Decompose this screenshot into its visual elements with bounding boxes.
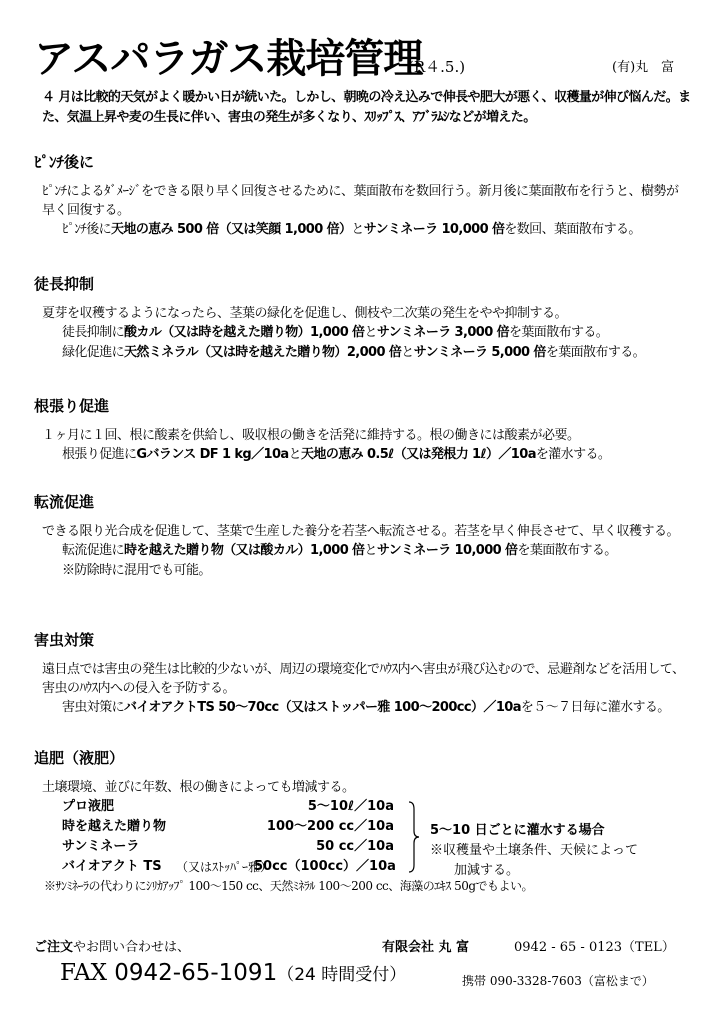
line-connector: と [401, 345, 414, 360]
section-note: ※防除時に混用でも可能。 [62, 563, 211, 578]
line-suffix: を灌水する。 [535, 447, 611, 462]
instruction-line [34, 323, 694, 343]
fertilizer-name: サンミネーラ [62, 839, 140, 854]
section-paragraph: 遠日点では害虫の発生は比較的少ないが、周辺の環境変化でﾊｳｽ内へ害虫が飛び込むので、忌避剤などを活用して、害虫のﾊｳｽ内への侵入を予防する。 [42, 662, 685, 696]
section-elongation [34, 272, 694, 363]
fertilizer-rate: 50 cc／10a [316, 839, 394, 854]
inquiry-rest: やお問い合わせは、 [73, 940, 191, 955]
product-bold: サンミネーラ 10,000 倍 [376, 543, 518, 558]
fertilizer-side-note: ※収穫量や土壌条件、天候によって [430, 843, 639, 858]
title-row [34, 34, 694, 84]
fertilizer-schedule: 5～10 日ごとに灌水する場合 [430, 823, 605, 838]
line-suffix: を５～７日毎に灌水する。 [520, 700, 670, 715]
section-pest [34, 628, 694, 718]
instruction-line [34, 698, 694, 718]
line-connector: と [288, 447, 302, 462]
line-connector: と [364, 325, 377, 340]
fertilizer-side-note-cont: 加減する。 [454, 863, 520, 878]
fertilizer-rate: 5～10ℓ／10a [307, 799, 394, 814]
section-paragraph: 夏芽を収穫するようになったら、茎葉の緑化を促進し、側枝や二次葉の発生をやや抑制する。 [42, 306, 568, 321]
fertilizer-name: プロ液肥 [62, 799, 115, 814]
instruction-line [34, 445, 694, 465]
section-paragraph: できる限り光合成を促進して、茎葉で生産した養分を若茎へ転流させる。若茎を早く伸長させて、早く収穫する。 [42, 524, 679, 539]
fertilizer-name: 時を越えた贈り物 [62, 819, 167, 834]
line-prefix: ﾋﾟﾝﾁ後に [62, 222, 112, 237]
line-suffix: を葉面散布する。 [509, 325, 609, 340]
line-suffix: を葉面散布する。 [545, 345, 646, 360]
inquiry-text [34, 936, 190, 955]
mobile-number: 携帯 090-3328-7603（富松まで） [462, 974, 654, 988]
instruction-line [34, 220, 694, 240]
right-brace-icon [408, 801, 420, 873]
product-bold: 時を越えた贈り物（又は酸カル）1,000 倍 [124, 543, 365, 558]
product-bold: サンミネーラ 5,000 倍 [413, 345, 546, 360]
product-bold: Gバランス DF 1 kg／10a [136, 447, 289, 462]
line-connector: と [364, 543, 377, 558]
line-prefix: 緑化促進に [62, 345, 125, 360]
section-heading: 根張り促進 [34, 397, 110, 415]
footer-company: 有限会社 丸 富 [382, 940, 470, 955]
fertilizer-rate: 50cc（100cc）／10a [254, 859, 396, 874]
product-bold: サンミネーラ 10,000 倍 [363, 222, 505, 237]
fax-line [60, 960, 700, 996]
section-heading: 転流促進 [34, 493, 95, 511]
section-pinch [34, 150, 694, 240]
line-prefix: 害虫対策に [62, 700, 125, 715]
product-bold: バイオアクトTS 50～70cc（又はストッパー雅 100～200cc）／10a [124, 700, 521, 715]
intro-text: ４ 月は比較的天気がよく暖かい日が続いた。しかし、朝晩の冷え込みで伸長や肥大が悪く、収穫量が伸び悩んだ。また、気温上昇や麦の生長に伴い、害虫の発生が多くなり、ｽﾘｯﾌﾟｽ、ｱﾌﾞﾗﾑｼなどが増えた。 [42, 90, 691, 125]
line-prefix: 徒長抑制に [62, 325, 125, 340]
page-title: アスパラガス栽培管理 [34, 36, 423, 82]
fertilizer-footnote: ※ｻﾝﾐﾈｰﾗの代わりにｼﾘｶｱｯﾌﾟ 100～150 cc、天然ﾐﾈﾗﾙ 100～200 cc、海藻のｴｷｽ 50gでもよい。 [44, 879, 534, 893]
fertilizer-table [34, 797, 694, 877]
section-translocation [34, 490, 694, 581]
section-heading: 追肥（液肥） [34, 749, 125, 767]
contact-line [34, 936, 694, 958]
section-fertilizer [34, 746, 694, 896]
section-paragraph: ﾋﾟﾝﾁによるﾀﾞﾒｰｼﾞをできる限り早く回復させるために、葉面散布を数回行う。新月後に葉面散布を行うと、樹勢が早く回復する。 [42, 184, 679, 218]
line-prefix: 根張り促進に [62, 447, 137, 462]
section-paragraph: 土壌環境、並びに年数、根の働きによっても増減する。 [42, 780, 355, 795]
section-root [34, 394, 694, 465]
fax-label: FAX [60, 960, 115, 986]
section-heading: 害虫対策 [34, 631, 95, 649]
line-suffix: を葉面散布する。 [517, 543, 617, 558]
instruction-line [34, 541, 694, 561]
fertilizer-alt-note: （又はｽﾄｯﾊﾟｰ雅） [176, 860, 273, 874]
fax-number: 0942-65-1091 [114, 960, 278, 986]
fertilizer-rate: 100～200 cc／10a [266, 819, 394, 834]
line-connector: と [351, 222, 364, 237]
fax-number-block [60, 960, 406, 986]
product-bold: サンミネーラ 3,000 倍 [376, 325, 509, 340]
line-prefix: 転流促進に [62, 543, 125, 558]
instruction-line [34, 343, 694, 363]
section-heading: 徒長抑制 [34, 275, 95, 293]
inquiry-bold: ご注文 [34, 940, 74, 955]
title-date: (R４.5.) [408, 58, 466, 76]
section-heading: ﾋﾟﾝﾁ後に [34, 153, 95, 171]
line-suffix: を数回、葉面散布する。 [504, 222, 641, 237]
product-bold: 天地の恵み 0.5ℓ（又は発根力 1ℓ）／10a [301, 447, 536, 462]
fertilizer-name: バイオアクト TS [62, 859, 162, 874]
section-paragraph: １ヶ月に１回、根に酸素を供給し、吸収根の働きを活発に維持する。根の働きには酸素が必要。 [42, 428, 580, 443]
fax-hours: （24 時間受付） [277, 965, 407, 985]
product-bold: 天地の恵み 500 倍（又は笑顔 1,000 倍） [111, 222, 352, 237]
footer-tel: 0942 - 65 - 0123（TEL） [514, 940, 675, 955]
product-bold: 天然ミネラル（又は時を越えた贈り物）2,000 倍 [124, 345, 402, 360]
product-bold: 酸カル（又は時を越えた贈り物）1,000 倍 [124, 325, 365, 340]
title-company: (有)丸 富 [612, 60, 675, 75]
